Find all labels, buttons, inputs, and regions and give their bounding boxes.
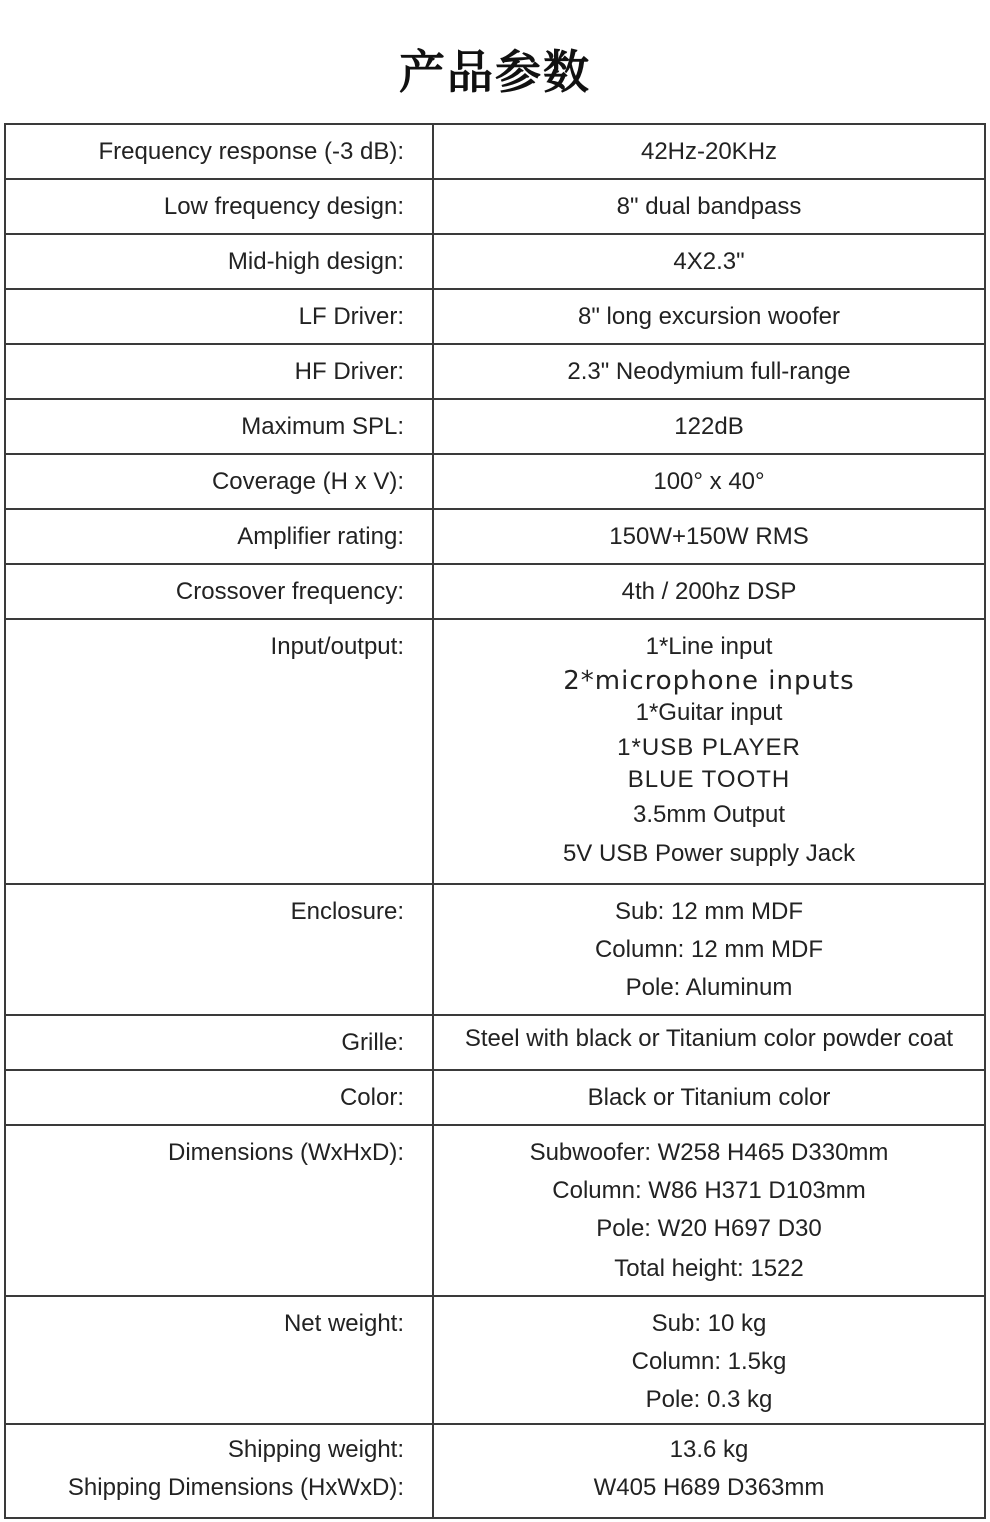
spec-value-line: Column: W86 H371 D103mm bbox=[552, 1177, 866, 1204]
spec-label: Frequency response (-3 dB): bbox=[5, 124, 433, 179]
spec-label: Color: bbox=[5, 1070, 433, 1125]
spec-label-line: Shipping Dimensions (HxWxD): bbox=[67, 1474, 404, 1501]
spec-row-shipping bbox=[5, 1424, 985, 1518]
spec-row-coverage bbox=[5, 454, 985, 509]
spec-value-line: 1*USB PLAYER bbox=[617, 734, 801, 761]
spec-label: Mid-high design: bbox=[5, 234, 433, 289]
spec-row-frequency-response bbox=[5, 124, 985, 179]
spec-value: 8" long excursion woofer bbox=[433, 289, 985, 344]
spec-row-lf-driver bbox=[5, 289, 985, 344]
spec-value-list bbox=[433, 1296, 985, 1424]
spec-row-amplifier-rating bbox=[5, 509, 985, 564]
spec-value: 8" dual bandpass bbox=[433, 179, 985, 234]
spec-value-line: BLUE TOOTH bbox=[627, 766, 791, 793]
spec-label: Dimensions (WxHxD): bbox=[5, 1125, 433, 1296]
spec-value-line: 2*microphone inputs bbox=[563, 666, 855, 696]
spec-value: 42Hz-20KHz bbox=[433, 124, 985, 179]
spec-value-line: W405 H689 D363mm bbox=[593, 1474, 825, 1501]
spec-value-line: Pole: W20 H697 D30 bbox=[596, 1215, 822, 1242]
spec-value-list bbox=[433, 1125, 985, 1296]
spec-value-line: Column: 1.5kg bbox=[631, 1348, 787, 1375]
spec-value-line: Subwoofer: W258 H465 D330mm bbox=[529, 1139, 889, 1166]
spec-value-line: 5V USB Power supply Jack bbox=[562, 840, 856, 867]
spec-row-mid-high-design bbox=[5, 234, 985, 289]
spec-value-line: 3.5mm Output bbox=[632, 801, 786, 828]
spec-row-net-weight bbox=[5, 1296, 985, 1424]
spec-value: 122dB bbox=[433, 399, 985, 454]
spec-value-line: 1*Line input bbox=[645, 633, 773, 660]
spec-row-maximum-spl bbox=[5, 399, 985, 454]
spec-value-list bbox=[433, 619, 985, 884]
spec-table bbox=[4, 123, 986, 1519]
spec-value-line: Total height: 1522 bbox=[614, 1255, 804, 1282]
spec-label: Amplifier rating: bbox=[5, 509, 433, 564]
spec-value-line: Sub: 10 kg bbox=[651, 1310, 767, 1337]
spec-value-line: Pole: 0.3 kg bbox=[645, 1386, 773, 1413]
spec-value: Steel with black or Titanium color powder coat bbox=[433, 1015, 985, 1070]
spec-label-line: Shipping weight: bbox=[227, 1436, 404, 1463]
spec-label: HF Driver: bbox=[5, 344, 433, 399]
spec-label: Low frequency design: bbox=[5, 179, 433, 234]
page-title: 产品参数 bbox=[399, 45, 591, 99]
spec-value: 150W+150W RMS bbox=[433, 509, 985, 564]
spec-value-line: Column: 12 mm MDF bbox=[594, 936, 824, 963]
spec-row-crossover-frequency bbox=[5, 564, 985, 619]
spec-row-dimensions bbox=[5, 1125, 985, 1296]
spec-row-input-output bbox=[5, 619, 985, 884]
spec-row-hf-driver bbox=[5, 344, 985, 399]
spec-value-list bbox=[433, 1424, 985, 1518]
spec-label: Maximum SPL: bbox=[5, 399, 433, 454]
spec-label: Input/output: bbox=[5, 619, 433, 884]
spec-label-list bbox=[5, 1424, 433, 1518]
spec-row-enclosure bbox=[5, 884, 985, 1015]
spec-value-line: 1*Guitar input bbox=[635, 699, 783, 726]
spec-label: Coverage (H x V): bbox=[5, 454, 433, 509]
spec-value: 4X2.3" bbox=[433, 234, 985, 289]
spec-value-line: Pole: Aluminum bbox=[625, 974, 793, 1001]
spec-value-line: Sub: 12 mm MDF bbox=[614, 898, 804, 925]
spec-value: 100° x 40° bbox=[433, 454, 985, 509]
spec-label: LF Driver: bbox=[5, 289, 433, 344]
spec-row-color bbox=[5, 1070, 985, 1125]
spec-label: Crossover frequency: bbox=[5, 564, 433, 619]
spec-value: 4th / 200hz DSP bbox=[433, 564, 985, 619]
spec-value-line: 13.6 kg bbox=[669, 1436, 749, 1463]
spec-row-low-frequency-design bbox=[5, 179, 985, 234]
spec-label: Net weight: bbox=[5, 1296, 433, 1424]
spec-label: Grille: bbox=[5, 1015, 433, 1070]
spec-value-list bbox=[433, 884, 985, 1015]
spec-value: 2.3" Neodymium full-range bbox=[433, 344, 985, 399]
spec-row-grille bbox=[5, 1015, 985, 1070]
spec-value: Black or Titanium color bbox=[433, 1070, 985, 1125]
spec-label: Enclosure: bbox=[5, 884, 433, 1015]
